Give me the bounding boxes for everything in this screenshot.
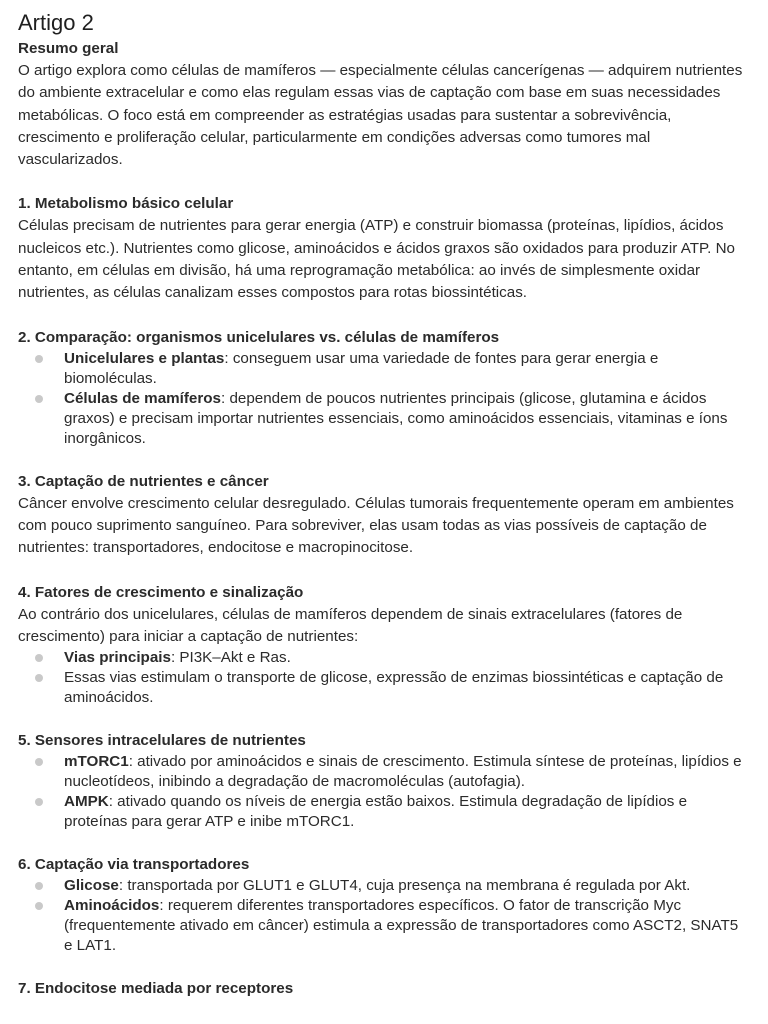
section-1-text: Células precisam de nutrientes para gerar energia (ATP) e construir biomassa (proteínas, lipídios, ácidos nucleicos etc.). Nutrientes como glicose, aminoácidos e ácidos graxos são oxidados para produzir ATP. No entanto, em células em divisão, há uma reprogramação metabólica: ao invés de simplesmente oxidar nutrientes, as células canalizam esses compostos para rotas biossintéticas. bbox=[18, 217, 735, 302]
list-item-text: : conseguem usar uma variedade de fontes para gerar energia e biomoléculas. bbox=[64, 349, 659, 387]
list-item-term: Glicose bbox=[64, 877, 119, 895]
section-2-list bbox=[18, 349, 746, 449]
bullet-icon bbox=[35, 882, 43, 890]
list-item bbox=[18, 792, 746, 832]
summary-heading: Resumo geral bbox=[18, 40, 119, 57]
section-4-text: Ao contrário dos unicelulares, células de mamíferos dependem de sinais extracelulares (fatores de crescimento) para iniciar a captação de nutrientes: bbox=[18, 605, 683, 645]
summary-text: O artigo explora como células de mamíferos — especialmente células cancerígenas — adquirem nutrientes do ambiente extracelular e como elas regulam essas vias de captação com base em suas necessidades metabólicas. O foco está em compreender as estratégias usadas para sustentar a sobrevivência, crescimento e proliferação celular, particularmente em condições adversas como tumores mal vascularizados. bbox=[18, 62, 743, 169]
section-5-list bbox=[18, 752, 746, 832]
list-item-text: : ativado por aminoácidos e sinais de crescimento. Estimula síntese de proteínas, lipídios e nucleotídeos, inibindo a degradação de macromoléculas (autofagia). bbox=[64, 753, 742, 791]
section-4-heading: 4. Fatores de crescimento e sinalização bbox=[18, 583, 304, 601]
list-item-text: : dependem de poucos nutrientes principais (glicose, glutamina e ácidos graxos) e precisam importar nutrientes essenciais, como aminoácidos essenciais, vitaminas e íons inorgânicos. bbox=[64, 389, 728, 447]
list-item bbox=[18, 389, 746, 449]
section-7 bbox=[18, 978, 746, 1000]
list-item bbox=[18, 349, 746, 389]
bullet-icon bbox=[35, 395, 43, 403]
section-1 bbox=[18, 193, 746, 304]
list-item bbox=[18, 876, 746, 896]
section-6 bbox=[18, 854, 746, 956]
bullet-icon bbox=[35, 355, 43, 363]
list-item-term: Unicelulares e plantas bbox=[64, 349, 225, 367]
list-item-text: : transportada por GLUT1 e GLUT4, cuja presença na membrana é regulada por Akt. bbox=[118, 877, 691, 895]
list-item-term: Células de mamíferos bbox=[64, 389, 221, 407]
section-1-heading: 1. Metabolismo básico celular bbox=[18, 195, 234, 213]
list-item-text: : requerem diferentes transportadores específicos. O fator de transcrição Myc (frequentemente ativado em câncer) estimula a expressão de transportadores como ASCT2, SNAT5 e LAT1. bbox=[64, 897, 739, 955]
section-6-heading: 6. Captação via transportadores bbox=[18, 856, 250, 874]
section-summary bbox=[18, 38, 746, 171]
section-4 bbox=[18, 582, 746, 709]
list-item bbox=[18, 896, 746, 956]
list-item-term: mTORC1 bbox=[64, 753, 129, 771]
bullet-icon bbox=[35, 758, 43, 766]
section-7-heading: 7. Endocitose mediada por receptores bbox=[18, 980, 294, 998]
section-2 bbox=[18, 327, 746, 449]
section-5 bbox=[18, 730, 746, 832]
list-item bbox=[18, 668, 746, 708]
list-item-text: : PI3K–Akt e Ras. bbox=[170, 649, 291, 667]
section-3 bbox=[18, 471, 746, 560]
list-item-term: AMPK bbox=[64, 793, 109, 811]
section-6-list bbox=[18, 876, 746, 956]
page-title: Artigo 2 bbox=[18, 10, 94, 35]
section-2-heading: 2. Comparação: organismos unicelulares vs. células de mamíferos bbox=[18, 328, 500, 346]
list-item-text: Essas vias estimulam o transporte de glicose, expressão de enzimas biossintéticas e captação de aminoácidos. bbox=[64, 669, 724, 707]
bullet-icon bbox=[35, 674, 43, 682]
list-item bbox=[18, 648, 746, 668]
list-item-term: Aminoácidos bbox=[64, 897, 160, 915]
section-3-heading: 3. Captação de nutrientes e câncer bbox=[18, 472, 269, 490]
list-item-term: Vias principais bbox=[64, 649, 171, 667]
list-item-text: : ativado quando os níveis de energia estão baixos. Estimula degradação de lipídios e proteínas para gerar ATP e inibe mTORC1. bbox=[64, 793, 688, 831]
bullet-icon bbox=[35, 654, 43, 662]
section-3-text: Câncer envolve crescimento celular desregulado. Células tumorais frequentemente operam em ambientes com pouco suprimento sanguíneo. Para sobreviver, elas usam todas as vias possíveis de captação de nutrientes: transportadores, endocitose e macropinocitose. bbox=[18, 494, 734, 557]
section-5-heading: 5. Sensores intracelulares de nutrientes bbox=[18, 732, 306, 750]
section-4-list bbox=[18, 648, 746, 708]
bullet-icon bbox=[35, 798, 43, 806]
list-item bbox=[18, 752, 746, 792]
bullet-icon bbox=[35, 902, 43, 910]
